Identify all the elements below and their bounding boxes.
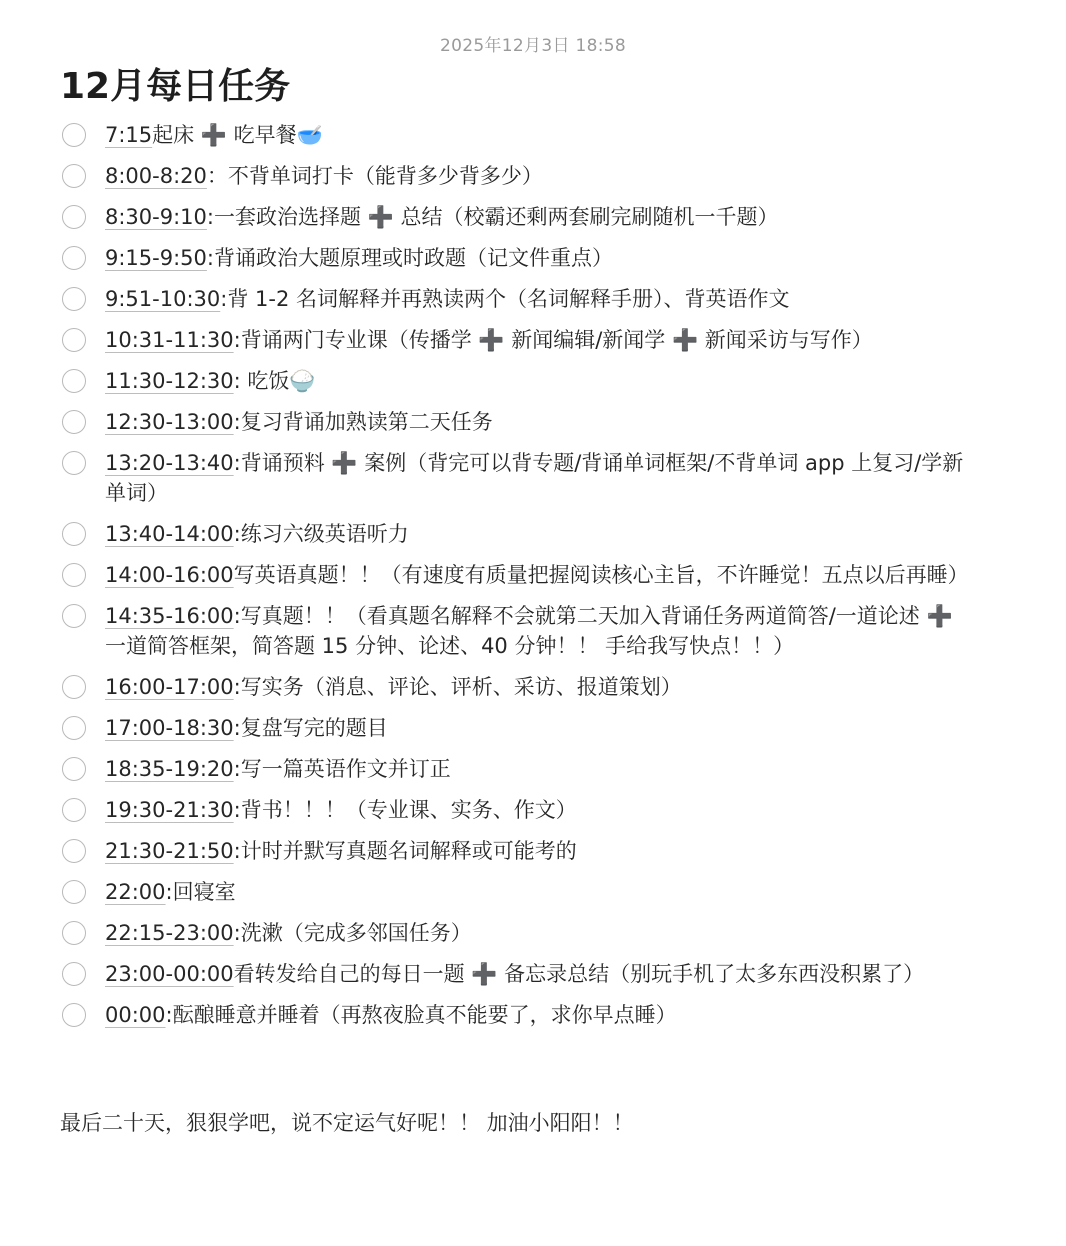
item-text: 起床 ➕ 吃早餐🥣 bbox=[152, 123, 323, 147]
item-time: 10:31-11:30 bbox=[105, 328, 234, 352]
item-text: :背诵预料 ➕ 案例（背完可以背专题/背诵单词框架/不背单词 app 上复习/学新单词） bbox=[105, 451, 964, 505]
closing-message: 最后二十天，狠狠学吧，说不定运气好呢！！ 加油小阳阳！！ bbox=[60, 1111, 634, 1135]
checklist-item bbox=[60, 519, 980, 549]
item-text: :回寝室 bbox=[165, 880, 236, 904]
item-text: 看转发给自己的每日一题 ➕ 备忘录总结（别玩手机了太多东西没积累了） bbox=[233, 962, 925, 986]
checkbox-circle-icon[interactable] bbox=[62, 921, 86, 945]
item-text: :复盘写完的题目 bbox=[233, 716, 388, 740]
checkbox-circle-icon[interactable] bbox=[62, 1003, 86, 1027]
checklist-item bbox=[60, 1000, 980, 1030]
checklist-item bbox=[60, 713, 980, 743]
checkbox-circle-icon[interactable] bbox=[62, 604, 86, 628]
item-text: :写真题！！（看真题名解释不会就第二天加入背诵任务两道简答/一道论述 ➕ 一道简答框架，简答题 15 分钟、论述、40 分钟！！ 手给我写快点！！） bbox=[105, 604, 960, 658]
checklist-item bbox=[60, 120, 980, 150]
note-date: 2025年12月3日 18:58 bbox=[440, 36, 626, 56]
item-time: 8:00-8:20 bbox=[105, 164, 207, 188]
item-time: 00:00 bbox=[105, 1003, 166, 1027]
item-time: 13:20-13:40 bbox=[105, 451, 234, 475]
checklist-item bbox=[60, 161, 980, 191]
checklist-item bbox=[60, 601, 980, 661]
checkbox-circle-icon[interactable] bbox=[62, 563, 86, 587]
item-time: 13:40-14:00 bbox=[105, 522, 234, 546]
item-time: 11:30-12:30 bbox=[105, 369, 234, 393]
checkbox-circle-icon[interactable] bbox=[62, 962, 86, 986]
item-text: :洗漱（完成多邻国任务） bbox=[233, 921, 472, 945]
checkbox-circle-icon[interactable] bbox=[62, 757, 86, 781]
checklist-item bbox=[60, 795, 980, 825]
item-text: :一套政治选择题 ➕ 总结（校霸还剩两套刷完刷随机一千题） bbox=[206, 205, 779, 229]
checkbox-circle-icon[interactable] bbox=[62, 246, 86, 270]
item-text: :背诵两门专业课（传播学 ➕ 新闻编辑/新闻学 ➕ 新闻采访与写作） bbox=[233, 328, 873, 352]
checklist-item bbox=[60, 959, 980, 989]
checklist-item bbox=[60, 560, 980, 590]
checkbox-circle-icon[interactable] bbox=[62, 287, 86, 311]
checkbox-circle-icon[interactable] bbox=[62, 798, 86, 822]
item-time: 9:51-10:30 bbox=[105, 287, 221, 311]
item-time: 18:35-19:20 bbox=[105, 757, 234, 781]
checklist-item bbox=[60, 284, 980, 314]
checklist-item bbox=[60, 366, 980, 396]
checkbox-circle-icon[interactable] bbox=[62, 328, 86, 352]
item-text: :复习背诵加熟读第二天任务 bbox=[233, 410, 493, 434]
item-time: 21:30-21:50 bbox=[105, 839, 234, 863]
item-text: ：不背单词打卡（能背多少背多少） bbox=[206, 164, 543, 188]
note-title: 12月每日任务 bbox=[60, 66, 291, 107]
checklist-item bbox=[60, 407, 980, 437]
item-time: 22:00 bbox=[105, 880, 166, 904]
checklist-item bbox=[60, 243, 980, 273]
checklist-item bbox=[60, 754, 980, 784]
item-text: : 吃饭🍚 bbox=[233, 369, 316, 393]
checklist-item bbox=[60, 202, 980, 232]
item-text: 写英语真题！！（有速度有质量把握阅读核心主旨，不许睡觉！五点以后再睡） bbox=[233, 563, 969, 587]
item-text: :背 1-2 名词解释并再熟读两个（名词解释手册）、背英语作文 bbox=[220, 287, 790, 311]
checkbox-circle-icon[interactable] bbox=[62, 164, 86, 188]
item-text: :写实务（消息、评论、评析、采访、报道策划） bbox=[233, 675, 682, 699]
item-time: 8:30-9:10 bbox=[105, 205, 207, 229]
checkbox-circle-icon[interactable] bbox=[62, 451, 86, 475]
item-text: :计时并默写真题名词解释或可能考的 bbox=[233, 839, 577, 863]
item-time: 14:35-16:00 bbox=[105, 604, 234, 628]
item-time: 7:15 bbox=[105, 123, 153, 147]
item-time: 23:00-00:00 bbox=[105, 962, 234, 986]
checklist-item bbox=[60, 325, 980, 355]
item-text: :练习六级英语听力 bbox=[233, 522, 409, 546]
checklist-item bbox=[60, 877, 980, 907]
item-time: 9:15-9:50 bbox=[105, 246, 207, 270]
checklist-item bbox=[60, 836, 980, 866]
checkbox-circle-icon[interactable] bbox=[62, 839, 86, 863]
item-time: 17:00-18:30 bbox=[105, 716, 234, 740]
task-checklist bbox=[60, 120, 980, 1030]
item-time: 16:00-17:00 bbox=[105, 675, 234, 699]
checkbox-circle-icon[interactable] bbox=[62, 716, 86, 740]
item-text: :酝酿睡意并睡着（再熬夜脸真不能要了，求你早点睡） bbox=[165, 1003, 677, 1027]
checklist-item bbox=[60, 672, 980, 702]
checkbox-circle-icon[interactable] bbox=[62, 123, 86, 147]
checkbox-circle-icon[interactable] bbox=[62, 522, 86, 546]
item-text: :写一篇英语作文并订正 bbox=[233, 757, 451, 781]
checklist-item bbox=[60, 918, 980, 948]
checkbox-circle-icon[interactable] bbox=[62, 675, 86, 699]
item-text: :背书！！！（专业课、实务、作文） bbox=[233, 798, 577, 822]
item-time: 14:00-16:00 bbox=[105, 563, 234, 587]
checkbox-circle-icon[interactable] bbox=[62, 205, 86, 229]
item-time: 19:30-21:30 bbox=[105, 798, 234, 822]
item-text: :背诵政治大题原理或时政题（记文件重点） bbox=[206, 246, 613, 270]
checkbox-circle-icon[interactable] bbox=[62, 880, 86, 904]
checklist-item bbox=[60, 448, 980, 508]
checkbox-circle-icon[interactable] bbox=[62, 410, 86, 434]
checkbox-circle-icon[interactable] bbox=[62, 369, 86, 393]
item-time: 12:30-13:00 bbox=[105, 410, 234, 434]
item-time: 22:15-23:00 bbox=[105, 921, 234, 945]
